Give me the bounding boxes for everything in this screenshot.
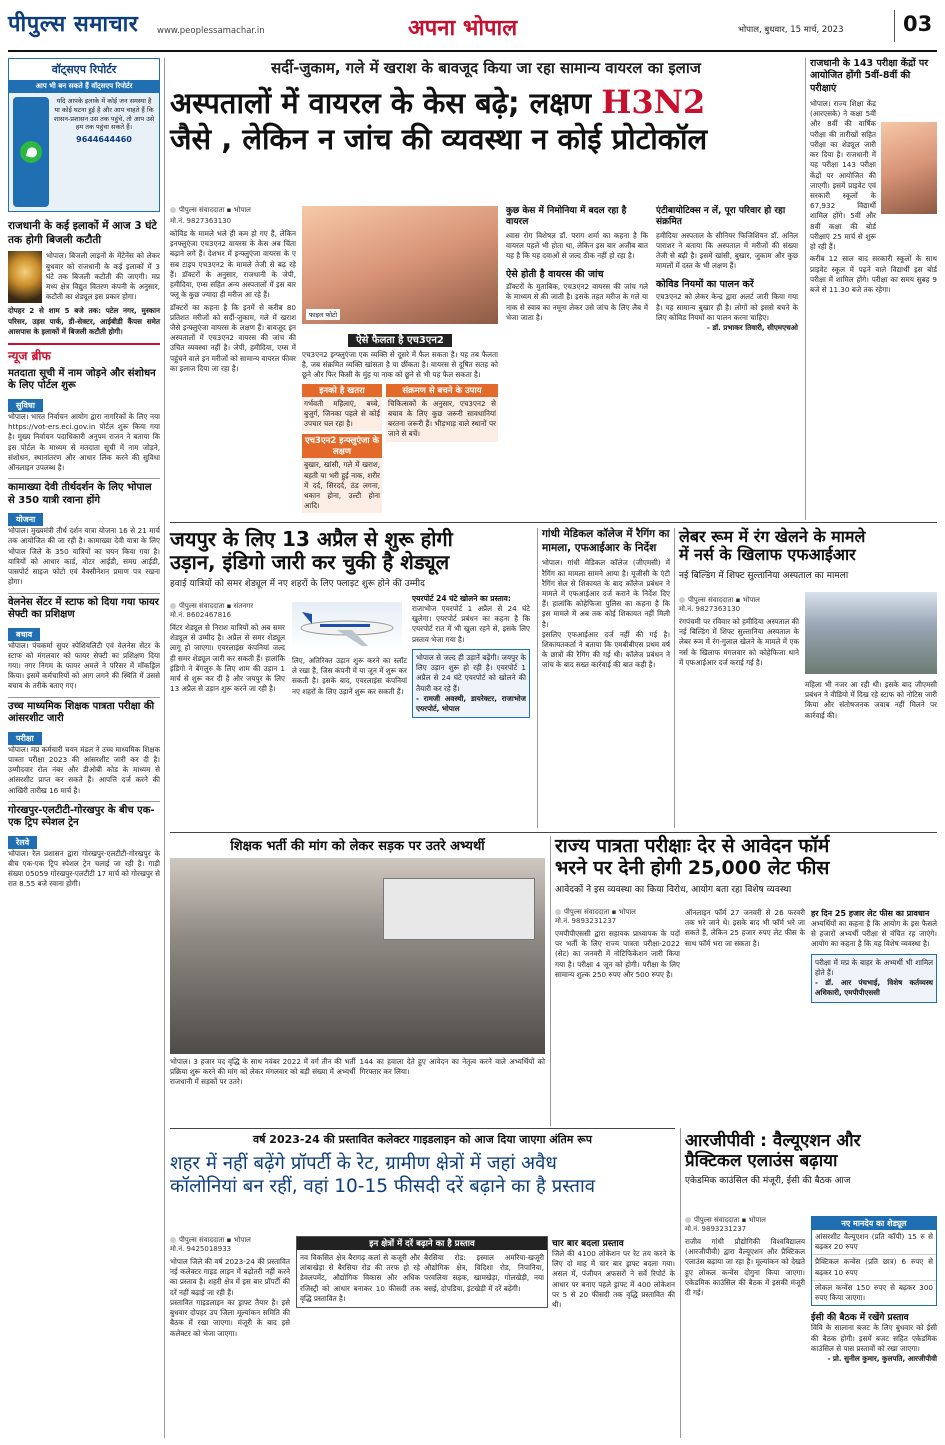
guideline-story xyxy=(170,1132,675,1438)
guideline-col-3 xyxy=(552,1236,675,1310)
guideline-byline: पीपुल्स संवाददाता ▪ भोपाल xyxy=(170,1236,290,1245)
exam-text-2: करीब 12 साल बाद सरकारी स्कूलों के साथ प्राइवेट स्कूल में पढ़ने वाले विद्यार्थी इस बोर्ड परीक्षा में शामिल होंगे। परीक्षा का समय सुबह 9 बजे से 11.30 बजे तक रहेगा। xyxy=(810,254,937,294)
teachers-story xyxy=(170,836,545,1126)
logo-text: पीपुल्स समाचार xyxy=(8,12,139,37)
jaipur-col-2 xyxy=(292,656,407,697)
jaipur-byline: पीपुल्स संवाददाता ▪ संतनगर xyxy=(170,602,285,611)
gmc-story xyxy=(542,528,670,828)
brief-text: भोपाल। रेल प्रशासन द्वारा गोरखपुर-एलटीटी-गोरखपुर के बीच एक-एक ट्रिप स्पेशल ट्रेन चलाई जा रही है। गाड़ी संख्या 05059 गोरखपुर-एलटीटी 17 मार्च को गोरखपुर से रात 8.55 बजे रवाना होगी। xyxy=(8,848,160,889)
spread-box-title xyxy=(302,328,498,347)
jaipur-col-3 xyxy=(412,594,530,718)
guideline-box-title: इन क्षेत्रों में दरें बढ़ाने का है प्रस्ताव xyxy=(297,1237,547,1250)
airport-quote-text: भोपाल से जल्द ही उड़ानें बढ़ेंगी। जयपुर के लिए उड़ान शुरू हो रही है। एयरपोर्ट 1 अप्रैल से 24 घंटे एयरपोर्ट को खोलने की तैयारी कर रहे हैं। xyxy=(416,652,526,693)
brief-1 xyxy=(8,368,160,473)
section-rule-3 xyxy=(170,1128,675,1129)
page-number-text: 03 xyxy=(903,12,933,36)
divider-guideline xyxy=(680,1128,681,1438)
logo xyxy=(8,8,138,38)
hospital-photo xyxy=(805,592,937,674)
rgpv-mobile: मो.नं. 9893231237 xyxy=(685,1225,747,1233)
whatsapp-icon xyxy=(13,97,49,207)
divider-jaipur xyxy=(537,528,538,828)
website[interactable]: www.peoplessamachar.in xyxy=(157,26,265,36)
byline-place: भोपाल xyxy=(233,206,251,214)
state-exam-quote-text: परीक्षा में मप्र के बाहर के अभ्यर्थी भी शामिल होते हैं। xyxy=(815,957,933,977)
guideline-col3-title: चार बार बदला प्रस्ताव xyxy=(552,1239,624,1249)
gmc-text: भोपाल। गांधी मेडिकल कॉलेज (जीएमसी) में रैगिंग का मामला सामने आया है। यूजीसी के एंटी रैगिंग सेल से शिकायत के बाद कॉलेज प्रबंधन ने मामले में एफआईआर दर्ज कराने के निर्देश दिए हैं। हालांकि कोहेफिजा पुलिस का कहना है कि इस मामले में अब तक कोई शिकायत नहीं मिली है। xyxy=(542,558,670,629)
nurse-text: रंगपंचमी पर रविवार को हमीदिया अस्पताल की नई बिल्डिंग में शिफ्ट सुल्तानिया अस्पताल के लेबर रूम में रंग-गुलाल खेलने के मामले में एक नर्स के खिलाफ मंगलवार को कोहेफिजा थाने में एफआईआर दर्ज कराई गई है। xyxy=(679,617,799,667)
airport-box-title: एयरपोर्ट 24 घंटे खोलने का प्रस्ताव: xyxy=(412,594,511,603)
brief-text: भोपाल। मुख्यमंत्री तीर्थ दर्शन यात्रा योजना 16 से 21 मार्च तक आयोजित की जा रही है। कामाख्या देवी यात्रा के लिए भोपाल जिले के 350 यात्रियों का चयन किया गया है। यात्रियों को आधार कार्ड, वोटर आईडी, समग्र आईडी, पासपोर्ट साइज फोटो एवं वैक्सीनेशन प्रमाण पत्र रखना होगा। xyxy=(8,526,160,587)
rgpv-byline: पीपुल्स संवाददाता ▪ भोपाल xyxy=(685,1216,805,1225)
nurse-byline: पीपुल्स संवाददाता ▪ भोपाल xyxy=(679,596,799,605)
lead-story xyxy=(170,58,802,520)
brief-title: कामाख्या देवी तीर्थदर्शन के लिए भोपाल से 350 यात्री रवाना होंगे xyxy=(8,482,152,506)
byline-name: पीपुल्स संवाददाता xyxy=(179,1236,225,1244)
col3-text: हमीदिया अस्पताल के सीनियर फिजिशियन डॉ. अनिल पाराशर ने बताया कि अस्पताल में मरीजों की संख्या तेजी से बढ़ी है। इसमें खांसी, बुखार, जुकाम और कुछ मामलों में दस्त के भी लक्षण हैं। xyxy=(656,230,798,271)
protest-photo xyxy=(170,858,545,1054)
col3-kicker: एंटीबायोटिक्स न लें, पूरा परिवार हो रहा संक्रमित xyxy=(656,206,786,228)
nurse-mobile: मो.नं. 9827363130 xyxy=(679,605,741,613)
nurse-title-2: में नर्स के खिलाफ एफआईआर xyxy=(679,545,856,565)
masthead xyxy=(0,0,945,54)
masthead-rule xyxy=(8,50,937,52)
byline-name: पीपुल्स संवाददाता xyxy=(694,1216,740,1224)
byline-place: भोपाल xyxy=(742,596,760,604)
nurse-title-1: लेबर रूम में रंग खेलने के मामले xyxy=(679,527,866,546)
jaipur-headline-1: जयपुर के लिए 13 अप्रैल से शुरू होगी xyxy=(170,527,453,551)
col3-text-2: एच3एन2 को लेकर केन्द्र द्वारा अलर्ट जारी किया गया है। यह सामान्य बुखार ही है। लोगों को इससे बचने के लिए कोविड नियमों का पालन करना चाहिए। xyxy=(656,292,798,322)
student-photo xyxy=(881,122,937,214)
lead-photo xyxy=(302,206,498,324)
guideline-box-text: नव विकसित क्षेत्र बैरागढ़ कलां से कजूरी और लांबाखेड़ा से बैरसिया रोड की तरफ हो रहे डेवलपमेंट, औद्योगिक विकास और अधिक रजिस्ट्री को आधार बनाकर 10 फीसदी तक वृद्धि प्रस्तावित है। xyxy=(300,1253,420,1303)
lead-mobile: मो.नं. 9827363130 xyxy=(170,217,232,225)
symptoms-title: एच3एन2 इन्फ्लुएंजा के लक्षण xyxy=(302,434,382,458)
guideline-box-text-2: बैरसिया रोड: इस्माल अमरिया-खजूरी औद्योगिक क्षेत्र, विदिशा रोड, निपानिया, परवलिया सड़क, खामखेड़ा, गोलखेड़ी, नया बसई, दोपडिया, इंटखेड़ी में दरें बढ़ेंगी। xyxy=(424,1253,544,1293)
nurse-subtitle: नई बिल्डिंग में शिफ्ट सुल्तानिया अस्पताल का मामला xyxy=(679,570,849,581)
rgpv-box-title: नए मानदेय का शेड्यूल xyxy=(812,1217,936,1230)
prevent-title: संक्रमण से बचने के उपाय xyxy=(386,384,498,397)
jaipur-text-1: विंटर शेड्यूल से निराश यात्रियों को अब समर शेड्यूल से उम्मीद है। अप्रैल से समर शेड्यूल लागू हो जाएगा। एयरलाइंस कंपनियां जल्द ही समर शेड्यूल जारी कर सकती हैं। हालांकि इंडिगो ने बेंगलुरु के लिए शाम की उड़ान 1 मार्च से शुरू कर दी है और जयपुर के लिए 13 अप्रैल से उड़ान शुरू करने जा रही है। xyxy=(170,623,285,694)
risk-title: इनको है खतरा xyxy=(302,384,382,397)
lead-headline-line1: अस्पतालों में वायरल के केस बढ़े; लक्षण xyxy=(170,86,592,120)
byline-place: भोपाल xyxy=(233,1236,251,1244)
plane-photo xyxy=(292,602,402,652)
guideline-col3-text: जिले की 4100 लोकेशन पर रेट तय करने के लिए दो माह में चार बार ड्राफ्ट बदला गया। असल में, पंजीयन अफसरों ने सर्वे रिपोर्ट के आधार पर बनाए पहले ड्राफ्ट में 400 लोकेशन पर 5 से 20 फीसदी तक वृद्धि प्रस्तावित की थी। xyxy=(552,1249,675,1310)
exam-text: भोपाल। राज्य शिक्षा केंद्र (आरएसके) ने कक्षा 5वीं और 8वीं की वार्षिक परीक्षा की तारीखों सहित परीक्षा का शेड्यूल जारी कर दिया है। राजधानी में यह परीक्षा 143 परीक्षा केंद्रों पर आयोजित की जाएगी। इसमें प्राइवेट एवं सरकारी स्कूलों के 67,932 विद्यार्थी शामिल होंगे। 5वीं और 8वीं कक्षा की बोर्ड परीक्षाएं 25 मार्च से शुरू हो रही हैं। xyxy=(810,99,876,252)
state-exam-mobile: मो.नं. 9893231237 xyxy=(555,917,617,925)
power-cut-points: दोपहर 2 से शाम 5 बजे तक: पटेल नगर, मुस्कान परिसर, उड़स पार्क, डी-सेक्टर, आईबीडी कैंपस समेत आसपास के इलाकों में बिजली कटौती होगी। xyxy=(8,306,160,336)
bus-shape xyxy=(383,878,535,940)
whatsapp-number[interactable]: 9644644460 xyxy=(76,135,132,145)
dateline: भोपाल, बुधवार, 15 मार्च, 2023 xyxy=(738,25,844,35)
exam-title: राजधानी के 143 परीक्षा केंद्रों पर आयोजित होंगी 5वीं-8वीं की परीक्षाएं xyxy=(810,58,929,94)
state-exam-col-2 xyxy=(685,908,805,949)
byline-place: संतनगर xyxy=(233,602,254,610)
state-exam-text-2: ऑनलाइन फॉर्म 27 जनवरी से 26 फरवरी तक भरे जाने थे। इसके बाद भी फॉर्म भरे जा सकते हैं, लेकिन 25 हजार रुपए लेट फीस के साथ फॉर्म भरा जा सकता है। xyxy=(685,908,805,948)
power-cut-text: भोपाल। बिजली लाइनों के मेंटेनेंस को लेकर बुधवार को राजधानी के कई इलाकों में 3 घंटे तक बिजली कटौती की जाएगी। मप्र मध्य क्षेत्र विद्युत वितरण कंपनी के अनुसार, कटौती का शेड्यूल इस प्रकार होगा। xyxy=(46,251,160,302)
rgpv-col-1 xyxy=(685,1216,805,1298)
rgpv-col-2 xyxy=(811,1216,937,1364)
divider-gmc xyxy=(674,528,675,828)
airplane-icon xyxy=(292,602,402,652)
lead-col-4 xyxy=(656,206,798,333)
jaipur-col-1 xyxy=(170,602,285,695)
teachers-caption-2: 144 का हवाला देते हुए आवेदन का नेतृत्व करने वाले अभ्यर्थियों को गिरफ्तार कर लिया। xyxy=(359,1057,545,1077)
state-exam-col-3 xyxy=(811,908,937,1003)
nurse-col-1 xyxy=(679,596,799,668)
guideline-headline-1: शहर में नहीं बढ़ेंगे प्रॉपर्टी के रेट, ग्रामीण क्षेत्रों में जहां अवैध xyxy=(170,1153,557,1174)
lead-body-1: कोविड के मामले भले ही कम हो गए हैं, लेकिन इनफ्लुएंजा एच3एन2 वायरस के केस अब चिंता बढ़ाने लगे हैं। देशभर में इन्फ्लुएंजा वायरस के ए सब टाइप एच3एन2 के मामले तेजी से बढ़ रहे हैं। डॉक्टरों के अनुसार, राजधानी के जेपी, हमीदिया, एम्स सहित अन्य अस्पतालों में इस बार फ्लू के कुछ ज्यादा ही मरीज आ रहे हैं। xyxy=(170,229,296,300)
photo-caption: फाइल फोटो xyxy=(306,309,340,320)
col3-sub: कोविड नियमों का पालन करें xyxy=(656,279,754,291)
guideline-mobile: मो.नं. 9425018933 xyxy=(170,1245,232,1253)
left-column-divider xyxy=(164,58,165,1438)
guideline-box xyxy=(296,1236,548,1308)
lead-col-1 xyxy=(170,206,296,374)
brief-tag: सुविधा xyxy=(8,399,43,412)
guideline-text: भोपाल जिले की वर्ष 2023-24 की प्रस्तावित नई कलेक्टर गाइड लाइन में बढ़ोतरी नहीं करने का प्रस्ताव है। शहरी क्षेत्र में इस बार प्रॉपर्टी की दरें नहीं बढ़ाई जा रही हैं। xyxy=(170,1257,290,1297)
byline-name: पीपुल्स संवाददाता xyxy=(179,206,225,214)
lead-byline: पीपुल्स संवाददाता ▪ भोपाल xyxy=(170,206,296,215)
rgpv-box-item-3: लोकल कन्वेंस 150 रुपए से बढ़कर 300 रुपए किया जाएगा। xyxy=(815,1282,933,1303)
col2-text: श्वास रोग विशेषज्ञ डॉ. पराग शर्मा का कहना है कि वायरल पहले भी होता था, लेकिन इस बार अजीब बात यह है कि यह दवाओं से जल्द ठीक नहीं हो रहा है। xyxy=(506,230,648,260)
state-exam-col-1 xyxy=(555,908,680,980)
state-exam-quote xyxy=(811,954,937,1003)
rgpv-box xyxy=(811,1216,937,1306)
rgpv-ec-sign: - प्रो. सुनील कुमार, कुलपति, आरजीपीवी xyxy=(827,1353,937,1363)
brief-tag: बचाव xyxy=(8,628,40,641)
symptoms-text: बुखार, खांसी, गले में खराश, बहती या भरी हुई नाक, शरीर में दर्द, सिरदर्द, ठंड लगना, थकान होना, उल्टी होना आदि। xyxy=(302,458,382,513)
whatsapp-text: यदि आपके इलाके में कोई जन समस्या है या कोई घटना हुई है और आप चाहते हैं कि शासन-प्रशासन उस तक पहुंचे, तो आप उसे हम तक पहुंचा सकते हैं। xyxy=(53,97,155,132)
col3-sign: - डॉ. प्रभाकर तिवारी, सीएमएचओ xyxy=(706,323,798,333)
news-brief-title: न्यूज ब्रीफ xyxy=(8,343,160,364)
whatsapp-subtitle: आप भी बन सकते हैं वॉट्सएप रिपोर्टर xyxy=(9,80,159,93)
byline-name: पीपुल्स संवाददाता xyxy=(564,908,610,916)
rgpv-subhead: एकेडमिक काउंसिल की मंजूरी, ईसी की बैठक आज xyxy=(685,1176,851,1187)
nurse-story xyxy=(679,528,937,828)
col2-kicker: कुछ केस में निमोनिया में बदल रहा है वायरल xyxy=(506,206,627,228)
whatsapp-box xyxy=(8,58,160,212)
guideline-kicker: वर्ष 2023-24 की प्रस्तावित कलेक्टर गाइडलाइन को आज दिया जाएगा अंतिम रूप xyxy=(252,1133,592,1146)
jaipur-subhead: हवाई यात्रियों को समर शेड्यूल में नए शहरों के लिए फ्लाइट शुरू होने की उम्मीद xyxy=(170,579,425,589)
teachers-title: शिक्षक भर्ती की मांग को लेकर सड़क पर उतरे अभ्यर्थी xyxy=(230,839,485,854)
byline-place: भोपाल xyxy=(618,908,636,916)
risk-text: गर्भवती महिलाएं, बच्चे, बुजुर्ग, जिनका पहले से कोई उपचार चल रहा है। xyxy=(302,397,382,432)
state-exam-byline: पीपुल्स संवाददाता ▪ भोपाल xyxy=(555,908,680,917)
guideline-text-2: प्रस्तावित गाइडलाइन का ड्राफ्ट तैयार है। इसे बुधवार दोपहर उप जिला मूल्यांकन समिति की बैठक में रखा जाएगा। मंजूरी के बाद इसे कलेक्टर को भेजा जाएगा। xyxy=(170,1297,290,1338)
nurse-text-2: महिला भी नजर आ रही थी। इसके बाद जीएमसी प्रबंधन ने वीडियो में दिख रहे स्टाफ को नोटिस जारी किया और संतोषजनक जवाब नहीं मिलने पर कार्रवाई की। xyxy=(805,680,937,720)
jaipur-text-2: लिए, अतिरिक्त उड़ान शुरू करने का स्लॉट ले रखा है, जिस कंपनी में या जून में शुरू कर सकती है। इसके बाद, एयरलाइंस कंपनियां नए शहरों के लिए उड़ानें शुरू कर सकती हैं। xyxy=(292,656,407,696)
lead-headline-h3n2: H3N2 xyxy=(601,83,706,121)
col2-text-2: डॉक्टरों के मुताबिक, एच3एन2 वायरस की जांच गले के माध्यम से की जाती है। इसके तहत मरीज के गले या नाक से स्वाब का नमूना लेकर उसे जांच के लिए लैब में भेजा जाता है। xyxy=(506,282,648,322)
state-exam-subhead: आवेदकों ने इस व्यवस्था का किया विरोध, आयोग बता रहा विशेष व्यवस्था xyxy=(555,884,792,895)
brief-5 xyxy=(8,801,160,890)
lead-kicker: सर्दी-जुकाम, गले में खराश के बावजूद किया जा रहा सामान्य वायरल का इलाज xyxy=(271,59,701,77)
section-rule-1 xyxy=(170,522,937,523)
spread-box xyxy=(302,328,498,513)
brief-3 xyxy=(8,593,160,692)
state-exam-headline-1: राज्य पात्रता परीक्षाः देर से आवेदन फॉर्म xyxy=(555,835,830,857)
teachers-caption: भोपाल। 3 हजार पद वृद्धि के साथ नवंबर 2022 में वर्ग तीन की भर्ती प्रक्रिया शुरू करने की मांग को लेकर मंगलवार को बड़ी संख्या में अभ्यर्थी राजधानी में सड़कों पर उतरे। xyxy=(170,1057,356,1087)
section-title: अपना भोपाल xyxy=(408,16,518,41)
late-fee-box-title: हर दिन 25 हजार लेट फीस का प्रावधान xyxy=(811,909,930,918)
rgpv-headline-1: आरजीपीवी : वैल्यूएशन और xyxy=(685,1131,861,1151)
byline-place: भोपाल xyxy=(748,1216,766,1224)
jaipur-story xyxy=(170,528,532,828)
gmc-text-2: इसलिए एफआईआर दर्ज नहीं की गई है। शिकायतकर्ता ने बताया कि एमबीबीएस प्रथम वर्ष के छात्रों की रैगिंग की गई थी। कॉलेज प्रबंधन ने जांच के बाद सख्त कार्रवाई की बात कही है। xyxy=(542,629,670,670)
rgpv-headline-2: प्रैक्टिकल एलाउंस बढ़ाया xyxy=(685,1150,838,1171)
gmc-title: गांधी मेडिकल कॉलेज में रैगिंग का मामला, एफआईआर के निर्देश xyxy=(542,528,670,554)
bulb-icon xyxy=(8,251,42,303)
brief-title: मतदाता सूची में नाम जोड़ने और संशोधन के लिए पोर्टल शुरू xyxy=(8,367,156,392)
brief-title: गोरखपुर-एलटीटी-गोरखपुर के बीच एक-एक ट्रिप स्पेशल ट्रेन xyxy=(8,804,155,829)
airport-quote xyxy=(412,649,530,718)
page-number xyxy=(894,10,935,42)
state-exam-headline-2: भरने पर देनी होगी 25,000 लेट फीस xyxy=(555,856,830,879)
brief-tag: योजना xyxy=(8,513,43,526)
rgpv-box-item-1: आंसरशीट वैल्यूएशन (प्रति कॉपी) 15 रु से बढ़कर 20 रुपए xyxy=(812,1230,936,1255)
prevent-text: चिकित्सकों के अनुसार, एच3एन2 से बचाव के लिए कुछ जरूरी सावधानियां बरतना जरूरी हैं। भीड़भाड़ वाले स्थानों पर जाने से बचें। xyxy=(386,397,498,442)
nurse-col-2 xyxy=(805,680,937,721)
late-fee-box-text: अभ्यर्थियों का कहना है कि आयोग के इस फैसले से हजारों अभ्यर्थी परीक्षा से वंचित रह जाएंगे। आयोग का कहना है कि यह विशेष व्यवस्था है। xyxy=(811,919,937,949)
jaipur-headline-2: उड़ान, इंडिगो जारी कर चुकी है शेड्यूल xyxy=(170,550,450,574)
rgpv-ec-title: ईसी की बैठक में रखेंगे प्रस्ताव xyxy=(811,1313,909,1324)
state-exam-quote-sign: - डॉ. आर पंचभाई, विशेष कर्तव्यस्थ अधिकारी, एमपीपीएससी xyxy=(815,978,933,998)
lead-headline xyxy=(170,84,802,121)
lead-headline-line2: जैसे , लेकिन न जांच की व्यवस्था न कोई प्रोटोकॉल xyxy=(170,121,708,156)
brief-title: उच्च माध्यमिक शिक्षक पात्रता परीक्षा की आंसरशीट जारी xyxy=(8,700,155,725)
jaipur-mobile: मो.नं. 8602467816 xyxy=(170,611,232,619)
brief-tag: परीक्षा xyxy=(8,732,42,745)
whatsapp-title: वॉट्सएप रिपोर्टर xyxy=(9,59,159,80)
airport-box-text: राजाभोज एयरपोर्ट 1 अप्रैल से 24 घंटे खुलेगा। एयरपोर्ट प्रबंधन का कहना है कि एयरपोर्ट रात में भी खुला रहने से, इसके लिए प्रस्ताव भेजा गया है। xyxy=(412,604,530,644)
brief-text: भोपाल। भारत निर्वाचन आयोग द्वारा नागरिकों के लिए नया https://vot-ers.eci.gov.in पोर्टल शुरू किया गया है। मुख्य निर्वाचन पदाधिकारी अनुपम राजन ने बताया कि इस पोर्टल के माध्यम से मतदाता सूची में नाम जोड़ने, संशोधन, स्थानांतरण और आधार लिंक करने की सुविधा ऑनलाइन उपलब्ध है। xyxy=(8,411,160,473)
state-exam-story xyxy=(555,836,937,1126)
brief-text: भोपाल। पंचकर्मा सुपर स्पेशियलिटी एवं वेलनेस सेंटर के स्टाफ को मंगलवार को फायर सेफ्टी का प्रशिक्षण दिया गया। नगर निगम के फायर अमले ने परिसर में मॉकड्रिल किया। इसमें कर्मचारियों को आग लगने की स्थिति में उससे बचाव के तरीके बताए गए। xyxy=(8,640,160,691)
brief-2 xyxy=(8,478,160,587)
power-cut-title: राजधानी के कई इलाकों में आज 3 घंटे तक होगी बिजली कटौती xyxy=(8,220,157,246)
lead-body-2: डॉक्टरों का कहना है कि इनमें से करीब 80 प्रतिशत मरीजों को सर्दी-जुकाम, गले में खराश जैसे इन्फ्लुएंजा वायरस के लक्षण हैं। बावजूद इन अस्पतालों में एच3एन2 वायरस की जांच की उचित व्यवस्था नहीं है। जेपी, हमीदिया, एम्स में पहुंचने वाले इन मरीजों को सामान्य वायरल फीवर का इलाज दिया जा रहा है। xyxy=(170,302,296,373)
col2-sub: ऐसे होती है वायरस की जांच xyxy=(506,269,604,281)
byline-name: पीपुल्स संवाददाता xyxy=(688,596,734,604)
guideline-col-1 xyxy=(170,1236,290,1339)
rgpv-story xyxy=(685,1132,937,1438)
spread-box-title-text: ऐसे फैलता है एच3एन2 xyxy=(348,334,452,347)
brief-4 xyxy=(8,697,160,796)
guideline-headline-2: कॉलोनियां बन रहीं, वहां 10-15 फीसदी दरें बढ़ाने का है प्रस्ताव xyxy=(170,1176,596,1198)
rgpv-text: राजीव गांधी प्रौद्योगिकी विश्वविद्यालय (आरजीपीवी) द्वारा वैल्यूएशन और प्रैक्टिकल एलाउंस बढ़ाया जा रहा है। मूल्यांकन को देखते हुए लोकल कन्वेंस दोगुना किया जाएगा। एकेडमिक काउंसिल की बैठक में इसकी मंजूरी दी गई। xyxy=(685,1237,805,1298)
rgpv-box-item-2: प्रैक्टिकल कन्वेंस (प्रति छात्र) 6 रुपए से बढ़कर 10 रुपए xyxy=(812,1255,936,1280)
brief-tag: रेलवे xyxy=(8,836,37,849)
lead-col-3 xyxy=(506,206,648,323)
brief-title: वेलनेस सेंटर में स्टाफ को दिया गया फायर सेफ्टी का प्रशिक्षण xyxy=(8,596,159,621)
byline-name: पीपुल्स संवाददाता xyxy=(179,602,225,610)
state-exam-text: एमपीपीएससी द्वारा सहायक प्राध्यापक के पदों पर भर्ती के लिए राज्य पात्रता परीक्षा-2022 (सेट) का जनवरी में नोटिफिकेशन जारी किया गया है। परीक्षा 4 जून को होगी। परीक्षा के लिए सामान्य शुल्क 250 रुपए और 500 रुपए है। xyxy=(555,929,680,979)
section-rule-2 xyxy=(170,832,937,833)
right-column-divider xyxy=(805,58,806,520)
left-column xyxy=(8,58,160,1438)
brief-text: भोपाल। मप्र कर्मचारी चयन मंडल ने उच्च माध्यमिक शिक्षक पात्रता परीक्षा 2023 की आंसरशीट जारी कर दी है। उम्मीदवार रोल नंबर और डीओबी कोड के माध्यम से आंसरशीट प्राप्त कर सकते हैं। आपत्ति दर्ज करने की आखिरी तारीख 16 मार्च है। xyxy=(8,744,160,795)
airport-quote-sign: - रामजी अवस्थी, डायरेक्टर, राजाभोज एयरपोर्ट, भोपाल xyxy=(416,693,526,713)
spread-box-text: एच3एन2 इन्फ्लुएंजा एक व्यक्ति से दूसरे में फैल सकता है। यह तब फैलता है, जब संक्रमित व्यक्ति खांसता है या छींकता है। वायरस से दूषित सतह को छूने और फिर किसी के मुंह या नाक को छूने से भी यह फैल सकता है। xyxy=(302,350,498,380)
rgpv-ec-text: विवि के सालाना बजट के लिए बुधवार को ईसी की बैठक होगी। इसमें बजट सहित एकेडमिक काउंसिल से पास प्रस्तावों को रखा जाएगा। xyxy=(811,1323,937,1353)
right-column xyxy=(810,58,937,520)
divider-teachers xyxy=(550,836,551,1126)
